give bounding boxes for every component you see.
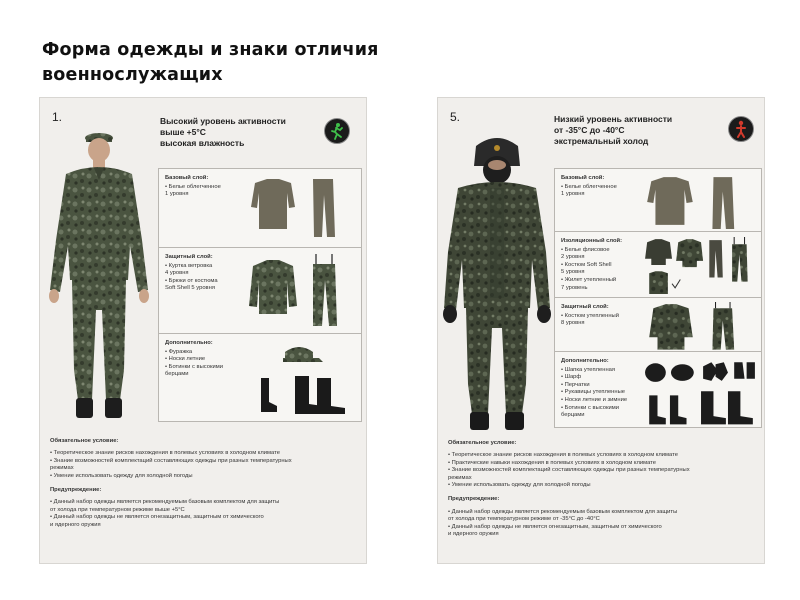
layer-row-insulation [555,231,761,298]
layer-item: • Куртка ветровка [165,262,213,269]
layer-title: Дополнительно: [165,340,213,346]
conditions-block [448,440,758,538]
condition-item: • Знание возможностей комплектаций составляющих одежды при разных температурных [448,467,690,474]
winter-hat-icon [645,363,666,382]
high-boots-icon [701,391,753,424]
base-layer-garments [643,173,757,231]
poster-number: 1. [52,110,63,124]
base-layer-garments [247,173,357,243]
condition-item: • Умение использовать одежду для холодной погоды [448,482,591,489]
layer-item: • Жилет утепленный [561,276,617,283]
thermal-shirt-icon [251,179,295,229]
layer-item: • Фуражка [165,348,193,355]
soldier-summer-uniform-figure [44,130,154,426]
poster-heading: Низкий уровень активности от -35°С до -40°С экстремальный холод [554,114,673,146]
activity-badge [728,116,754,142]
softshell-jacket-icon [676,239,703,267]
protective-layer-garments [643,302,757,352]
layer-item: • Ботинки с высокими [165,363,223,370]
layer-item: • Белье облегченное [561,183,617,190]
conditions-block [50,438,350,529]
layer-title: Изоляционный слой: [561,238,623,244]
layer-row-base [555,169,761,231]
warning-item: • Данный набор одежды не является огнезащитным, защитным от химического [448,523,662,530]
scarf-icon [671,364,694,381]
layer-title: Защитный слой: [165,254,213,260]
fleece-jacket-icon [645,239,672,265]
layer-item: • Белье флисовое [561,246,610,253]
warning-item: и ядерного оружия [50,521,101,528]
layer-item: • Ботинки с высокими [561,404,619,411]
insulated-jacket-icon [649,304,693,350]
warning-item: • Данный набор одежды является рекомендуемым базовым комплектом для защиты [50,499,280,506]
insulated-vest-icon [649,271,668,294]
poster-number: 5. [450,110,461,124]
insulation-layer-garments [643,236,757,298]
softshell-pants-icon [313,264,337,326]
layer-item: 4 уровня [165,270,189,277]
mittens-icon [734,362,755,379]
thermal-pants-icon [313,179,335,237]
layer-item: 7 уровень [561,284,588,291]
warning-item: от холода при температурном режиме от -35°С до -40°С [448,516,600,523]
fleece-pants-icon [709,240,722,277]
layer-item: • Носки летние [165,356,206,363]
layer-title: Защитный слой: [561,304,609,310]
layer-item: 5 уровня [561,269,585,276]
gloves-icon [703,362,728,381]
winter-socks-icon [649,395,686,424]
layer-item: • Брюки от костюма [165,277,218,284]
clothing-layers-table [554,168,762,428]
windbreaker-jacket-icon [249,260,297,314]
warning-item: • Данный набор одежды не является огнезащитным, защитным от химического [50,514,264,521]
layer-item: • Носки летние и зимние [561,396,628,403]
poster-heading: Высокий уровень активности выше +5°С высокая влажность [160,116,286,148]
condition-item: • Теоретическое знание рисков нахождения в полевых условиях в холодном климате [50,450,280,457]
condition-title: Обязательное условие: [50,438,119,444]
poster-1 [40,98,366,563]
page-title: Форма одежды и знаки отличия военнослужащих [42,40,379,85]
layer-row-protective [159,247,361,334]
layer-item: 1 уровня [561,191,585,198]
condition-item: режимах [448,474,472,481]
layer-title: Базовый слой: [561,175,605,181]
poster-5 [438,98,764,563]
thermal-pants-icon [712,177,734,229]
layer-item: • Костюм утепленный [561,312,619,319]
layer-item: берцами [561,412,585,419]
soldier-winter-uniform-figure [440,132,554,432]
layer-item: • Рукавицы утепленные [561,389,625,396]
high-boots-icon [295,376,345,414]
layer-item: 1 уровня [165,191,189,198]
layer-item: • Перчатки [561,381,590,388]
field-cap-icon [283,347,323,362]
layer-item: • Шапка утепленная [561,366,616,373]
layer-row-additional [159,333,361,422]
warning-title: Предупреждение: [448,496,500,503]
layer-row-protective [555,297,761,352]
layer-item: Soft Shell 5 уровня [165,285,215,292]
standing-man-icon [733,120,749,138]
condition-item: • Теоретическое знание рисков нахождения в полевых условиях в холодном климате [448,452,678,459]
layer-item: • Шарф [561,374,582,381]
warning-title: Предупреждение: [50,487,102,494]
condition-title: Обязательное условие: [448,440,517,446]
layer-item: берцами [165,371,189,378]
layer-item: • Белье облегченное [165,183,221,190]
layer-row-additional [555,351,761,428]
condition-item: режимах [50,465,74,472]
insulated-pants-icon [712,308,734,349]
condition-item: • Практические навыки нахождения в полевых условиях в холодном климате [448,459,656,466]
layer-title: Базовый слой: [165,175,209,181]
condition-item: • Знание возможностей комплектаций составляющих одежды при разных температурных [50,457,292,464]
layer-title: Дополнительно: [561,358,609,364]
clothing-layers-table [158,168,362,422]
check-icon [672,280,680,288]
layer-row-base [159,169,361,247]
additional-items [247,338,357,418]
thermal-shirt-icon [647,177,693,225]
layer-item: 2 уровня [561,254,585,261]
protective-layer-garments [247,252,357,330]
condition-item: • Умение использовать одежду для холодной погоды [50,472,193,479]
additional-items [643,356,757,426]
layer-item: • Костюм Soft Shell [561,261,612,268]
layer-item: 8 уровня [561,320,585,327]
activity-badge [324,118,350,144]
warning-item: и ядерного оружия [448,531,499,538]
warning-item: • Данный набор одежды является рекомендуемым базовым комплектом для защиты [448,508,678,515]
summer-socks-icon [261,378,277,412]
warning-item: от холода при температурном режиме выше +5°С [50,506,185,513]
running-man-icon [329,122,345,140]
softshell-pants-icon [732,244,748,281]
